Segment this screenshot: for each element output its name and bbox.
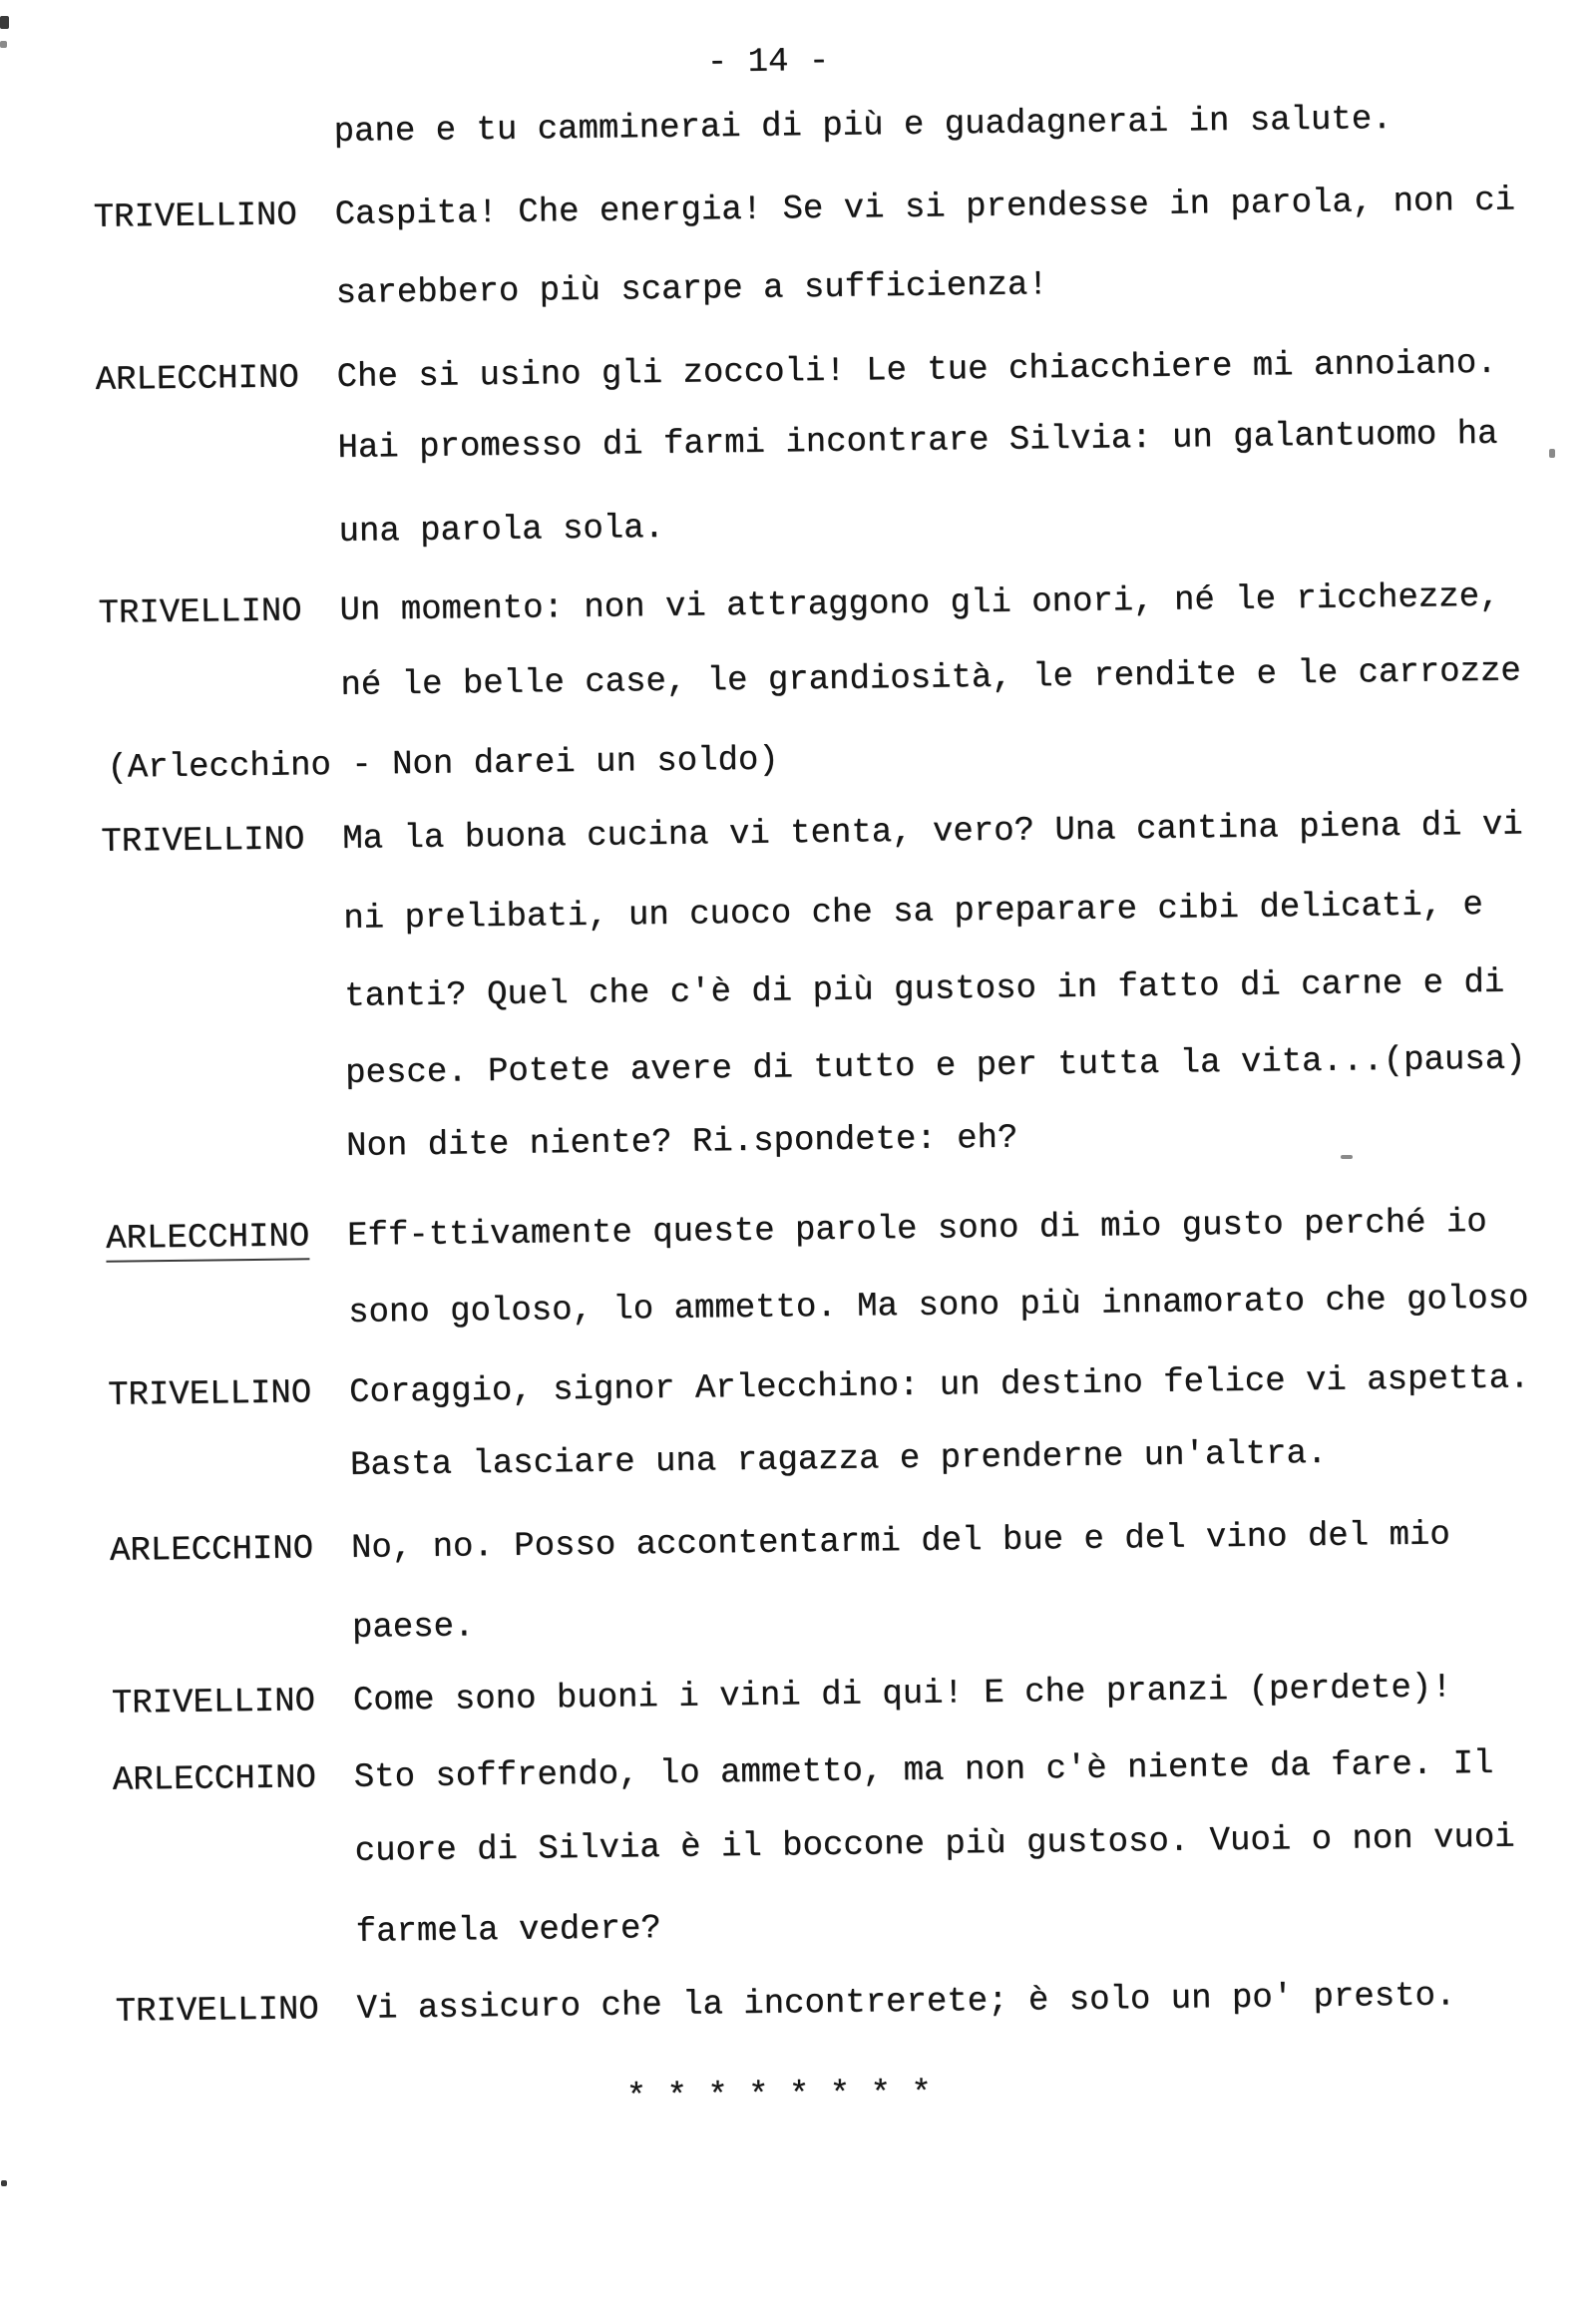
- dialogue-text: Hai promesso di farmi incontrare Silvia: un galantuomo ha: [337, 415, 1498, 468]
- dialogue-text: Che si usino gli zoccoli! Le tue chiacchiere mi annoiano.: [336, 344, 1497, 397]
- dialogue-text: Ma la buona cucina vi tenta, vero? Una cantina piena di vi: [342, 806, 1523, 859]
- scan-artifact: [0, 16, 9, 29]
- script-line: [15, 1201, 1596, 1261]
- dialogue-text: pesce. Potete avere di tutto e per tutta la vita...(pausa): [344, 1040, 1526, 1093]
- dialogue-text: sarebbero più scarpe a sufficienza!: [335, 266, 1048, 313]
- scan-artifact: [1341, 1155, 1353, 1159]
- speaker-name: TRIVELLINO: [107, 1374, 312, 1415]
- dialogue-text: Coraggio, signor Arlecchino: un destino felice vi aspetta.: [348, 1359, 1530, 1412]
- script-line: [22, 1816, 1596, 1876]
- script-line: [24, 1974, 1596, 2034]
- speaker-name: TRIVELLINO: [93, 196, 297, 237]
- speaker-name: ARLECCHINO: [95, 359, 299, 400]
- script-line: [16, 1278, 1596, 1338]
- script-line: [21, 1666, 1596, 1725]
- script-line: [2, 180, 1596, 239]
- dialogue-text: Non dite niente? Ri.spondete: eh?: [345, 1119, 1018, 1166]
- stage-direction: [9, 730, 1596, 790]
- script-line: [1, 97, 1596, 157]
- script-line: [14, 1111, 1596, 1171]
- dialogue-text: Eff-ttivamente queste parole sono di mio gusto perché io: [346, 1203, 1487, 1256]
- speaker-name: TRIVELLINO: [101, 821, 305, 862]
- speaker-name: ARLECCHINO: [109, 1530, 314, 1571]
- script-line: [23, 1897, 1596, 1957]
- dialogue-text: cuore di Silvia è il boccone più gustoso. Vuoi o non vuoi: [354, 1818, 1515, 1871]
- scan-artifact: [1, 2180, 7, 2186]
- speaker-name: ARLECCHINO: [106, 1217, 310, 1262]
- scan-artifact: [0, 41, 7, 48]
- script-line: [19, 1513, 1596, 1573]
- dialogue-text: Sto soffrendo, lo ammetto, ma non c'è niente da fare. Il: [353, 1744, 1494, 1797]
- stage-direction-text: (Arlecchino - Non darei un soldo): [107, 741, 779, 788]
- dialogue-text: farmela vedere?: [355, 1910, 661, 1952]
- dialogue-text: una parola sola.: [338, 509, 665, 552]
- dialogue-text: No, no. Posso accontentarmi del bue e del vino del mio: [350, 1516, 1450, 1568]
- speaker-name: ARLECCHINO: [112, 1759, 317, 1800]
- script-line: [8, 650, 1596, 710]
- script-line: [3, 258, 1596, 318]
- script-line: [4, 342, 1596, 402]
- speaker-name: TRIVELLINO: [115, 1991, 319, 2032]
- script-line: [11, 884, 1596, 944]
- dialogue-text: Caspita! Che energia! Se vi si prendesse in parola, non ci: [334, 182, 1516, 234]
- speaker-name: TRIVELLINO: [98, 592, 302, 633]
- script-line: [5, 413, 1596, 473]
- dialogue-text: Come sono buoni i vini di qui! E che pranzi (perdete)!: [352, 1669, 1452, 1721]
- page-number: - 14 -: [706, 42, 830, 83]
- script-line: [18, 1430, 1596, 1490]
- scene-separator: * * * * * * * *: [625, 2075, 933, 2117]
- dialogue-text: sono goloso, lo ammetto. Ma sono più innamorato che goloso: [347, 1280, 1529, 1333]
- dialogue-text: ni prelibati, un cuoco che sa preparare cibi delicati, e: [343, 886, 1484, 939]
- script-line: [7, 575, 1596, 635]
- dialogue-text: pane e tu camminerai di più e guadagnerai in salute.: [333, 100, 1393, 152]
- dialogue-text: né le belle case, le grandiosità, le rendite e le carrozze: [340, 652, 1521, 705]
- script-line: [10, 804, 1596, 864]
- dialogue-text: Un momento: non vi attraggono gli onori, né le ricchezze,: [339, 577, 1500, 630]
- script-line: [12, 961, 1596, 1021]
- speaker-name: TRIVELLINO: [111, 1683, 316, 1724]
- script-line: [20, 1593, 1596, 1653]
- dialogue-text: tanti? Quel che c'è di più gustoso in fatto di carne e di: [344, 963, 1505, 1016]
- script-line: [22, 1742, 1596, 1802]
- scan-artifact: [1549, 449, 1555, 458]
- script-line: [6, 497, 1596, 557]
- dialogue-text: Basta lasciare una ragazza e prenderne un'altra.: [349, 1434, 1328, 1485]
- script-line: [17, 1357, 1596, 1417]
- dialogue-text: paese.: [351, 1608, 475, 1648]
- dialogue-text: Vi assicuro che la incontrerete; è solo un po' presto.: [356, 1977, 1456, 2029]
- script-line: [13, 1038, 1596, 1098]
